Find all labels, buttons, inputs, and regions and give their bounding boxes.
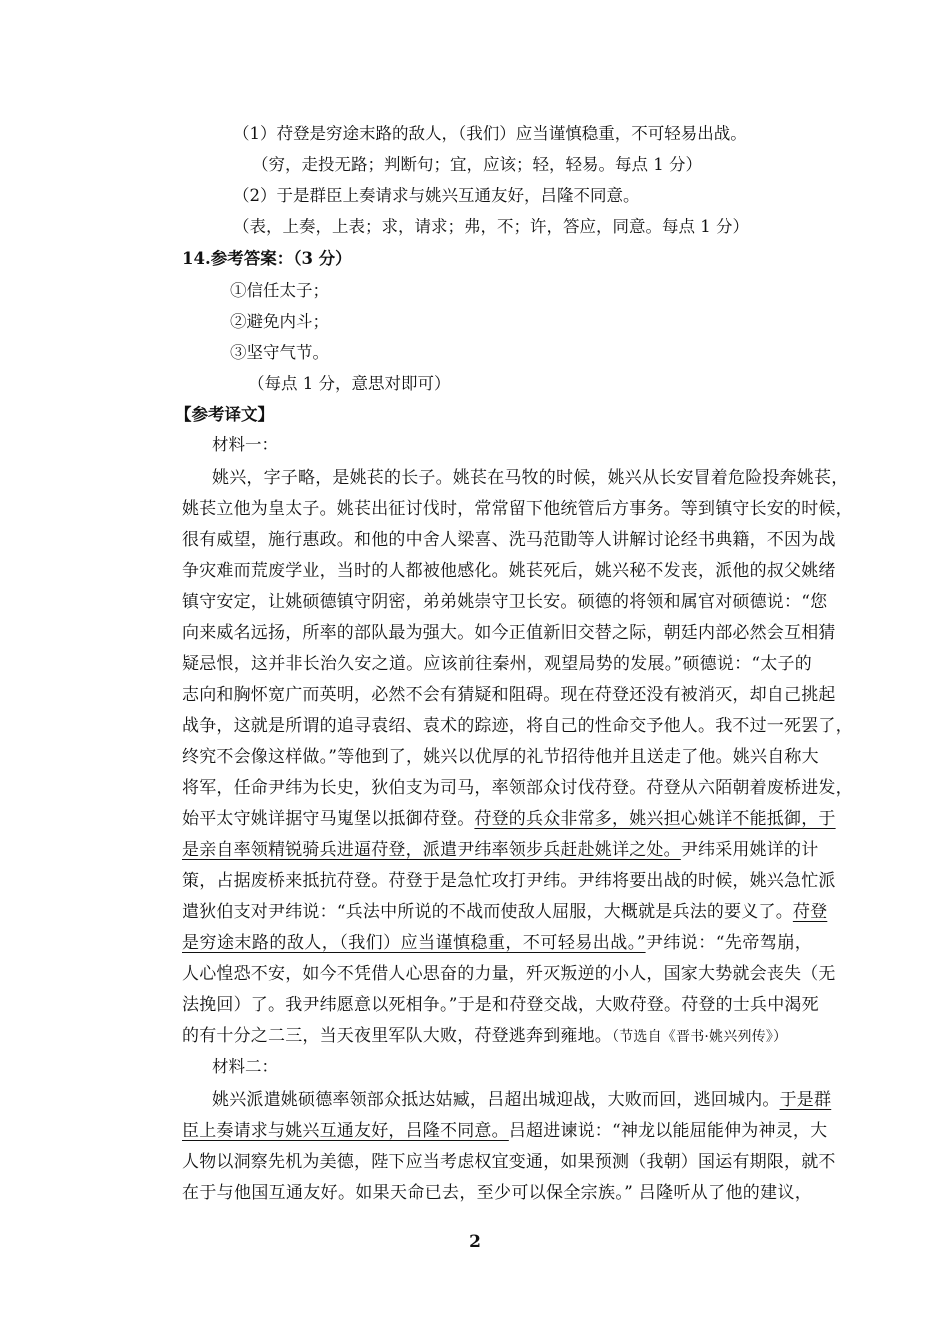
m1-line-6: 向来威名远扬，所率的部队最为强大。如今正值新旧交替之际，朝廷内部必然会互相猜 <box>182 623 836 643</box>
m1-line-15-plain: 遣狄伯支对尹纬说：“兵法中所说的不战而使敌人屈服，大概就是兵法的要义了。 <box>182 902 793 922</box>
underlined-sentence: 苻登 <box>792 902 828 922</box>
answer-13-item-1-note: （穷，走投无路；判断句；宜，应该；轻，轻易。每点 1 分） <box>252 155 702 174</box>
m1-line-19-plain: 的有十分之二三，当天夜里军队大败，苻登逃奔到雍地。 <box>182 1026 612 1046</box>
m1-line-1: 姚兴，字子略，是姚苌的长子。姚苌在马牧的时候，姚兴从长安冒着危险投奔姚苌， <box>212 468 849 488</box>
underlined-sentence: 是穷途末路的敌人，（我们）应当谨慎稳重，不可轻易出战。” <box>182 933 646 953</box>
m2-line-1 <box>212 1088 832 1112</box>
m2-line-2 <box>182 1119 828 1143</box>
answer-13-item-2-note: （表，上奏，上表；求，请求；弗，不；许，答应，同意。每点 1 分） <box>233 217 749 236</box>
m1-line-2: 姚苌立他为皇太子。姚苌出征讨伐时，常常留下他统管后方事务。等到镇守长安的时候， <box>182 499 853 519</box>
m1-line-16-plain: 尹纬说：“先帝驾崩， <box>645 933 812 953</box>
m1-line-14: 策，占据废桥来抵抗苻登。苻登于是急忙攻打尹纬。尹纬将要出战的时候，姚兴急忙派 <box>182 871 836 891</box>
m1-line-13 <box>182 838 819 862</box>
m1-line-15 <box>182 900 828 924</box>
m1-line-16 <box>182 931 812 955</box>
m1-line-19 <box>182 1024 812 1049</box>
m2-line-3: 人物以洞察先机为美德，陛下应当考虑权宜变通，如果预测（我朝）国运有期限，就不 <box>182 1152 836 1172</box>
m1-line-7: 疑忌恨，这并非长治久安之道。应该前往秦州，观望局势的发展。”硕德说：“太子的 <box>182 654 812 674</box>
m1-line-4: 争灾难而荒废学业，当时的人都被他感化。姚苌死后，姚兴秘不发丧，派他的叔父姚绪 <box>182 561 836 581</box>
m2-line-4: 在于与他国互通友好。如果天命已去，至少可以保全宗族。” 吕隆听从了他的建议， <box>182 1183 812 1203</box>
source-citation: （节选自《晋书·姚兴列传》） <box>612 1029 788 1045</box>
page-number: 2 <box>469 1232 481 1252</box>
m1-line-13-plain: 尹纬采用姚详的计 <box>680 840 819 860</box>
m2-line-2-plain: 吕超进谏说：“神龙以能屈能伸为神灵，大 <box>508 1121 828 1141</box>
m1-line-12 <box>182 807 836 831</box>
m1-line-5: 镇守安定，让姚硕德镇守阴密，弟弟姚崇守卫长安。硕德的将领和属官对硕德说：“您 <box>182 592 828 612</box>
m1-line-18: 法挽回）了。我尹纬愿意以死相争。”于是和苻登交战，大败苻登。苻登的士兵中渴死 <box>182 995 819 1015</box>
m1-line-9: 战争，这就是所谓的追寻袁绍、袁术的踪迹，将自己的性命交予他人。我不过一死罢了， <box>182 716 853 736</box>
answer-14-point-3: ③坚守气节。 <box>230 343 329 362</box>
m1-line-17: 人心惶恐不安，如今不凭借人心思奋的力量，歼灭叛逆的小人，国家大势就会丧失（无 <box>182 964 836 984</box>
m1-line-8: 志向和胸怀宽广而英明，必然不会有猜疑和阻碍。现在苻登还没有被消灭，却自己挑起 <box>182 685 836 705</box>
underlined-sentence: 是亲自率领精锐骑兵进逼苻登，派遣尹纬率领步兵赶赴姚详之处。 <box>182 840 681 860</box>
m2-line-1-plain: 姚兴派遣姚硕德率领部众抵达姑臧，吕超出城迎战，大败而回，逃回城内。 <box>212 1090 780 1110</box>
m1-line-10: 终究不会像这样做。”等他到了，姚兴以优厚的礼节招待他并且送走了他。姚兴自称大 <box>182 747 819 767</box>
underlined-sentence: 于是群 <box>779 1090 832 1110</box>
material-1-label: 材料一： <box>212 435 278 454</box>
answer-14-title: 14.参考答案：（3 分） <box>182 249 352 268</box>
material-2-label: 材料二： <box>212 1057 278 1076</box>
underlined-sentence: 苻登的兵众非常多，姚兴担心姚详不能抵御，于 <box>474 809 836 829</box>
answer-14-point-1: ①信任太子； <box>230 281 329 300</box>
m1-line-11: 将军，任命尹纬为长史，狄伯支为司马，率领部众讨伐苻登。苻登从六陌朝着废桥进发， <box>182 778 853 798</box>
translation-heading: 【参考译文】 <box>175 405 274 424</box>
answer-14-point-2: ②避免内斗； <box>230 312 329 331</box>
answer-13-item-1: （1）苻登是穷途末路的敌人，（我们）应当谨慎稳重，不可轻易出战。 <box>233 124 747 143</box>
answer-13-item-2: （2）于是群臣上奏请求与姚兴互通友好，吕隆不同意。 <box>233 186 640 205</box>
m1-line-12-plain: 始平太守姚详据守马嵬堡以抵御苻登。 <box>182 809 475 829</box>
answer-14-note: （每点 1 分，意思对即可） <box>248 374 451 393</box>
m1-line-3: 很有威望，施行惠政。和他的中舍人梁喜、洗马范勖等人讲解讨论经书典籍，不因为战 <box>182 530 836 550</box>
underlined-sentence: 臣上奏请求与姚兴互通友好，吕隆不同意。 <box>182 1121 509 1141</box>
